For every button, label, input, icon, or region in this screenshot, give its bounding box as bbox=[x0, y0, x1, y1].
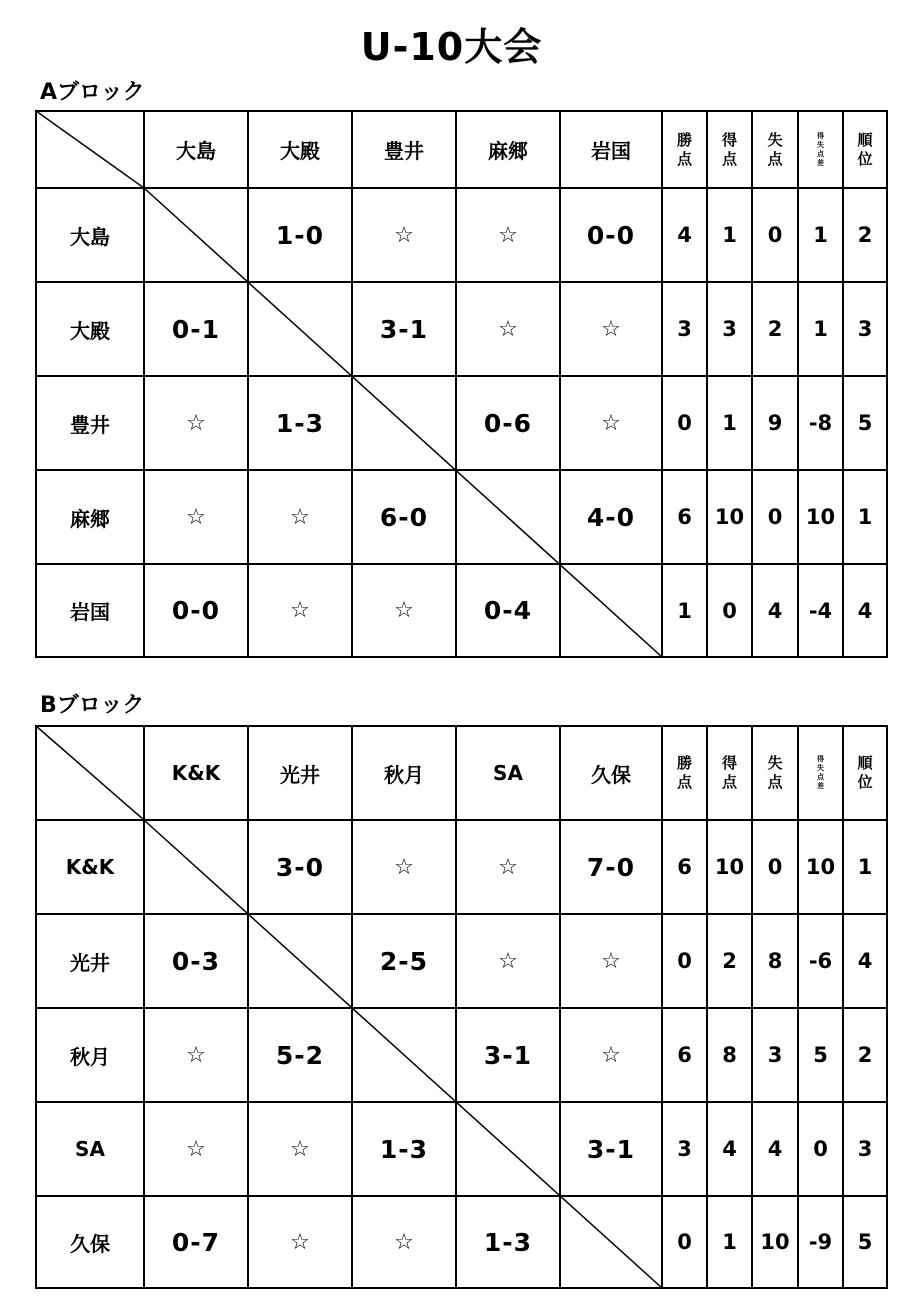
match-score: 5-2 bbox=[275, 1040, 325, 1070]
stat-value: -6 bbox=[808, 949, 833, 973]
stat-header bbox=[752, 726, 798, 820]
match-score: 0-3 bbox=[171, 946, 221, 976]
column-header-team: 大殿 bbox=[280, 139, 320, 163]
stat-value: 4 bbox=[857, 598, 873, 623]
stat-value: 2 bbox=[722, 949, 737, 973]
column-header-team: 麻郷 bbox=[488, 139, 528, 163]
match-score: 1-3 bbox=[483, 1227, 533, 1257]
stat-value: 10 bbox=[714, 855, 745, 879]
stat-header bbox=[662, 726, 707, 820]
match-score: 0-6 bbox=[483, 408, 533, 438]
row-header-team: 秋月 bbox=[70, 1044, 110, 1069]
column-header-team: SA bbox=[493, 761, 523, 785]
stat-value: -8 bbox=[808, 411, 833, 435]
row-header-team: K&K bbox=[65, 855, 115, 879]
match-score: 4-0 bbox=[586, 502, 636, 532]
unplayed-star: ☆ bbox=[394, 598, 414, 623]
stat-header-char: 点 bbox=[817, 773, 824, 781]
stat-header bbox=[798, 726, 843, 820]
stat-value: 0 bbox=[677, 411, 692, 435]
stat-header-char: 得 bbox=[817, 755, 824, 763]
stat-value: 5 bbox=[857, 1230, 873, 1254]
column-header-team: 豊井 bbox=[384, 139, 424, 163]
unplayed-star: ☆ bbox=[601, 410, 621, 436]
unplayed-star: ☆ bbox=[498, 948, 518, 974]
stat-value: 0 bbox=[677, 1230, 692, 1254]
stat-value: 6 bbox=[677, 1043, 692, 1067]
stat-value: 8 bbox=[767, 949, 783, 973]
stat-value: 4 bbox=[722, 1137, 737, 1161]
stat-value: 0 bbox=[767, 223, 783, 247]
stat-header-char: 位 bbox=[857, 773, 873, 791]
row-header-team: 岩国 bbox=[70, 600, 110, 624]
unplayed-star: ☆ bbox=[290, 1136, 310, 1162]
match-score: 0-0 bbox=[586, 220, 636, 250]
stat-header-char: 点 bbox=[721, 149, 737, 168]
stat-header-char: 順 bbox=[857, 130, 873, 149]
column-header-team: K&K bbox=[171, 761, 221, 785]
stat-value: 6 bbox=[677, 505, 692, 529]
match-score: 1-3 bbox=[379, 1134, 429, 1164]
column-header-team: 光井 bbox=[280, 762, 320, 787]
stat-value: 1 bbox=[722, 223, 737, 247]
row-header-team: 豊井 bbox=[70, 412, 110, 437]
stat-value: 0 bbox=[813, 1137, 828, 1161]
stat-value: 2 bbox=[767, 317, 783, 341]
match-score: 3-1 bbox=[483, 1040, 533, 1070]
row-header-team: 大島 bbox=[70, 224, 110, 249]
unplayed-star: ☆ bbox=[290, 598, 310, 623]
column-header-team: 大島 bbox=[176, 139, 216, 163]
unplayed-star: ☆ bbox=[290, 1229, 310, 1255]
stat-header-char: 順 bbox=[857, 754, 873, 772]
stat-header-char: 得 bbox=[721, 754, 737, 772]
stat-value: 3 bbox=[677, 317, 692, 341]
stat-value: 1 bbox=[813, 317, 828, 341]
match-score: 6-0 bbox=[379, 502, 429, 532]
stat-value: 9 bbox=[767, 411, 783, 435]
match-score: 0-0 bbox=[171, 596, 221, 625]
stat-header-char: 差 bbox=[817, 782, 824, 790]
block-a-label: Aブロック bbox=[40, 80, 145, 105]
column-header-team: 久保 bbox=[591, 762, 631, 787]
stat-value: 0 bbox=[722, 598, 737, 623]
stat-value: 2 bbox=[857, 223, 873, 247]
stat-header-char: 点 bbox=[721, 773, 737, 791]
unplayed-star: ☆ bbox=[601, 316, 621, 342]
unplayed-star: ☆ bbox=[498, 222, 518, 248]
stat-header-char: 点 bbox=[767, 149, 783, 168]
stat-value: 1 bbox=[722, 411, 737, 435]
stat-header-char: 失 bbox=[817, 764, 824, 772]
stat-value: 3 bbox=[857, 317, 873, 341]
column-header-team: 岩国 bbox=[591, 139, 631, 163]
stat-header-char: 失 bbox=[767, 130, 783, 149]
stat-header bbox=[843, 726, 887, 820]
column-header-team: 秋月 bbox=[384, 762, 424, 787]
stat-value: 10 bbox=[805, 505, 836, 529]
stat-value: 10 bbox=[714, 505, 745, 529]
stat-value: 3 bbox=[767, 1043, 783, 1067]
match-score: 0-7 bbox=[171, 1227, 221, 1257]
stat-value: 4 bbox=[767, 598, 783, 623]
stat-value: 5 bbox=[857, 411, 873, 435]
stat-value: 10 bbox=[805, 855, 836, 879]
unplayed-star: ☆ bbox=[601, 948, 621, 974]
stat-value: -9 bbox=[808, 1230, 833, 1254]
unplayed-star: ☆ bbox=[601, 1042, 621, 1068]
stat-value: 8 bbox=[722, 1043, 737, 1067]
page-title: U-10大会 bbox=[360, 25, 543, 69]
row-header-team: 大殿 bbox=[70, 318, 110, 343]
match-score: 1-0 bbox=[275, 220, 325, 250]
stat-header-char: 失 bbox=[817, 140, 824, 149]
unplayed-star: ☆ bbox=[290, 504, 310, 530]
stat-value: 0 bbox=[677, 949, 692, 973]
stat-header bbox=[707, 726, 752, 820]
stat-header-char: 差 bbox=[817, 158, 824, 167]
match-score: 1-3 bbox=[275, 408, 325, 438]
stat-header-char: 点 bbox=[817, 149, 824, 158]
stat-value: 1 bbox=[813, 223, 828, 247]
unplayed-star: ☆ bbox=[394, 222, 414, 248]
stat-header-char: 位 bbox=[857, 149, 873, 168]
row-header-team: 光井 bbox=[70, 950, 110, 975]
stat-value: -4 bbox=[808, 598, 833, 623]
stat-value: 5 bbox=[813, 1043, 828, 1067]
stat-value: 3 bbox=[857, 1137, 873, 1161]
stat-value: 10 bbox=[760, 1230, 790, 1254]
unplayed-star: ☆ bbox=[394, 854, 414, 880]
row-header-team: SA bbox=[75, 1137, 105, 1161]
row-header-team: 麻郷 bbox=[70, 506, 110, 531]
stat-value: 4 bbox=[857, 949, 873, 973]
stat-value: 1 bbox=[722, 1230, 737, 1254]
stat-value: 0 bbox=[767, 855, 783, 879]
stat-header-char: 得 bbox=[721, 130, 737, 149]
unplayed-star: ☆ bbox=[186, 504, 206, 530]
stat-value: 1 bbox=[857, 855, 873, 879]
row-header-team: 久保 bbox=[70, 1231, 110, 1256]
stat-header-char: 点 bbox=[676, 773, 692, 791]
unplayed-star: ☆ bbox=[186, 1136, 206, 1162]
match-score: 2-5 bbox=[379, 946, 429, 976]
corner-diagonal bbox=[36, 726, 144, 820]
stat-value: 2 bbox=[857, 1043, 873, 1067]
stat-value: 1 bbox=[677, 598, 692, 623]
stat-header-char: 失 bbox=[767, 754, 783, 772]
match-score: 7-0 bbox=[586, 852, 636, 882]
stat-value: 4 bbox=[677, 223, 692, 247]
match-score: 3-0 bbox=[275, 852, 325, 882]
unplayed-star: ☆ bbox=[186, 1042, 206, 1068]
unplayed-star: ☆ bbox=[186, 410, 206, 436]
block-b-label: Bブロック bbox=[40, 693, 145, 718]
match-score: 3-1 bbox=[586, 1134, 636, 1164]
stat-value: 3 bbox=[722, 317, 737, 341]
unplayed-star: ☆ bbox=[394, 1229, 414, 1255]
stat-value: 3 bbox=[677, 1137, 692, 1161]
stat-value: 4 bbox=[767, 1137, 783, 1161]
unplayed-star: ☆ bbox=[498, 854, 518, 880]
stat-header-char: 勝 bbox=[676, 754, 692, 772]
unplayed-star: ☆ bbox=[498, 316, 518, 342]
stat-header-char: 得 bbox=[817, 131, 824, 140]
stat-header-char: 勝 bbox=[676, 130, 692, 149]
match-score: 0-4 bbox=[483, 596, 533, 625]
stat-value: 0 bbox=[767, 505, 783, 529]
match-score: 0-1 bbox=[171, 314, 221, 344]
match-score: 3-1 bbox=[379, 314, 429, 344]
stat-header-char: 点 bbox=[676, 149, 692, 168]
stat-value: 6 bbox=[677, 855, 692, 879]
stat-header-char: 点 bbox=[767, 773, 783, 791]
stat-value: 1 bbox=[857, 505, 873, 529]
